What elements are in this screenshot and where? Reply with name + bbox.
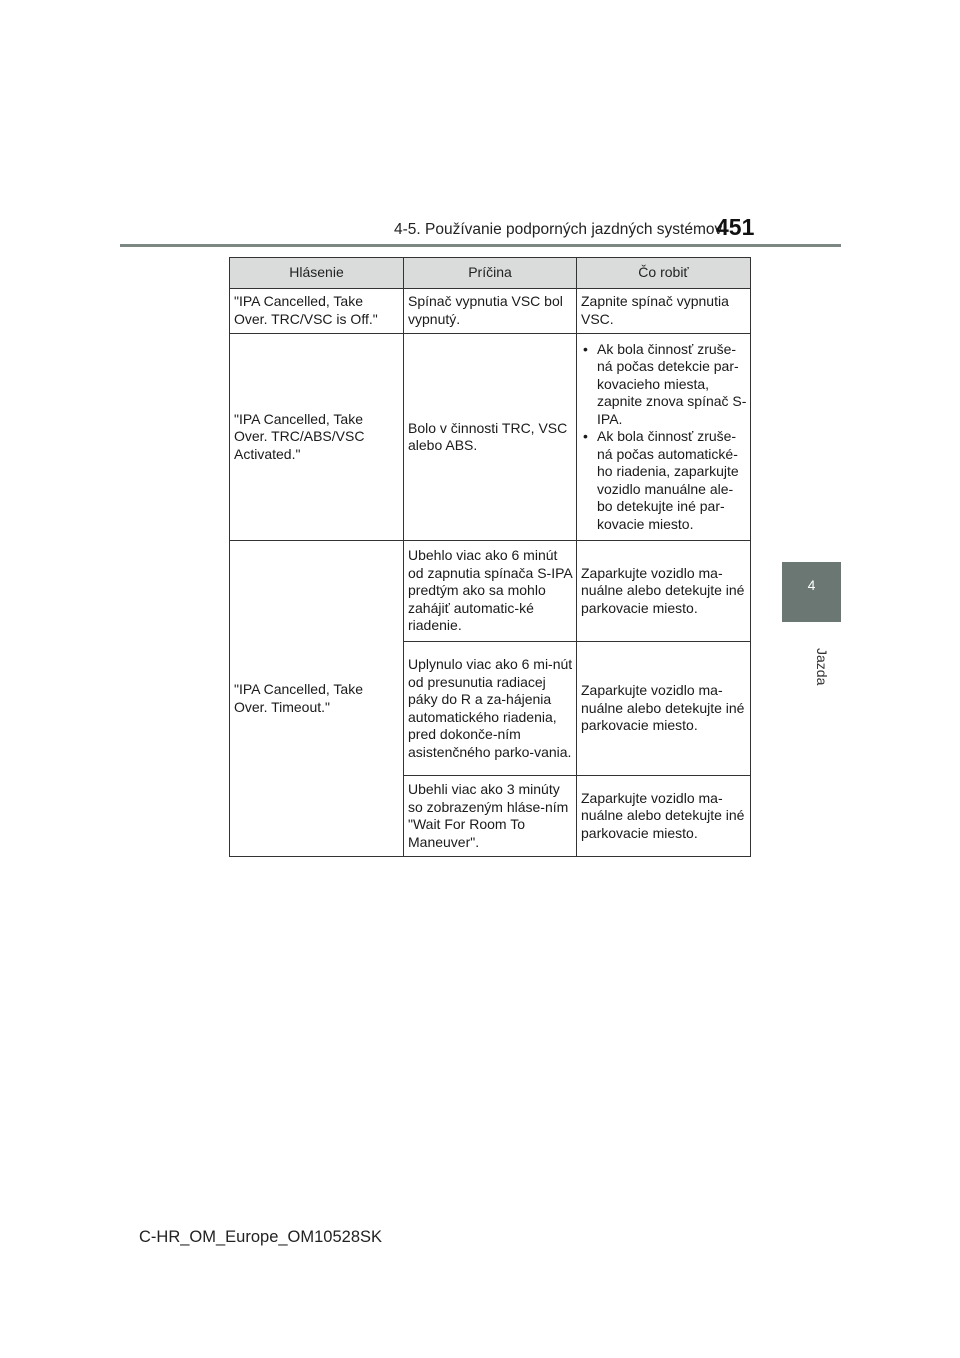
message-cell: "IPA Cancelled, Take Over. Timeout." xyxy=(230,541,404,857)
cause-cell: Uplynulo viac ako 6 mi-nút od presunutia radiacej páky do R a za-hájenia automatického riadenia, pred dokonče-ním asistenčného parko-vania. xyxy=(404,642,577,776)
header-divider xyxy=(120,244,841,247)
chapter-label: Jazda xyxy=(814,648,830,686)
table-row xyxy=(230,289,751,334)
chapter-tab: 4 xyxy=(782,562,841,622)
table-row xyxy=(230,541,751,642)
action-cell: Zaparkujte vozidlo ma-nuálne alebo detekujte iné parkovacie miesto. xyxy=(577,541,751,642)
list-item: • Ak bola činnosť zruše-ná počas automatické-ho riadenia, zaparkujte vozidlo manuálne ale-bo detekujte iné par-kovacie miesto. xyxy=(581,428,747,533)
cause-cell: Ubehlo viac ako 6 minút od zapnutia spínača S-IPA predtým ako sa mohlo zahájiť automatic-ké riadenie. xyxy=(404,541,577,642)
column-header: Príčina xyxy=(404,258,577,289)
column-header: Hlásenie xyxy=(230,258,404,289)
column-header: Čo robiť xyxy=(577,258,751,289)
table-row xyxy=(230,334,751,541)
message-table xyxy=(229,257,751,857)
section-title: 4-5. Používanie podporných jazdných systémov xyxy=(394,221,723,238)
cause-cell: Ubehli viac ako 3 minúty so zobrazeným hláse-ním "Wait For Room To Maneuver". xyxy=(404,776,577,857)
document-code: C-HR_OM_Europe_OM10528SK xyxy=(139,1228,383,1246)
page-number: 451 xyxy=(716,214,755,240)
cause-cell: Spínač vypnutia VSC bol vypnutý. xyxy=(404,289,577,334)
message-cell: "IPA Cancelled, Take Over. TRC/VSC is Off." xyxy=(230,289,404,334)
action-cell: Zapnite spínač vypnutia VSC. xyxy=(577,289,751,334)
list-item: • Ak bola činnosť zruše-ná počas detekcie par-kovacieho miesta, zapnite znova spínač S-IPA. xyxy=(581,341,747,429)
cause-cell: Bolo v činnosti TRC, VSC alebo ABS. xyxy=(404,334,577,541)
action-cell xyxy=(577,334,751,541)
action-cell: Zaparkujte vozidlo ma-nuálne alebo detekujte iné parkovacie miesto. xyxy=(577,642,751,776)
action-cell: Zaparkujte vozidlo ma-nuálne alebo detekujte iné parkovacie miesto. xyxy=(577,776,751,857)
table-header-row xyxy=(230,258,751,289)
message-cell: "IPA Cancelled, Take Over. TRC/ABS/VSC Activated." xyxy=(230,334,404,541)
action-list xyxy=(581,341,747,534)
